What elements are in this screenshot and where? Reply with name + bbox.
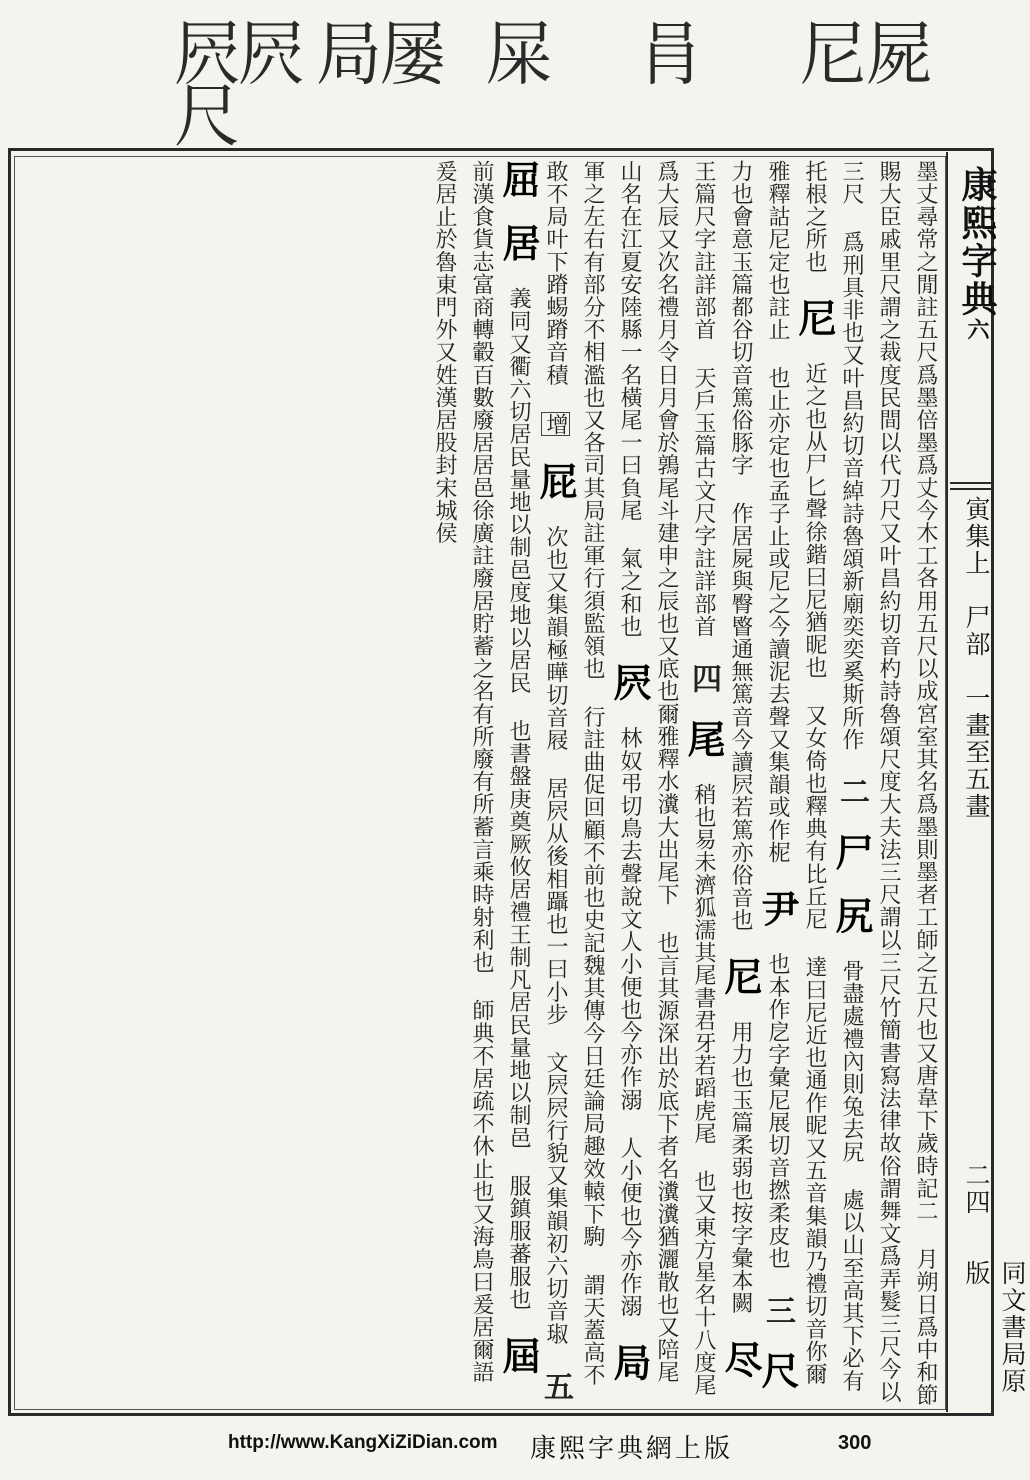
seal-character: 屄 <box>238 14 304 95</box>
entry-text: 服鎮服蕃服也 <box>506 1174 531 1311</box>
entry-text: 力也會意玉篇都谷切音篤俗豚字 <box>728 160 753 477</box>
faint-seal-impression <box>4 20 26 71</box>
headword: 局 <box>607 1343 652 1382</box>
edition-label: 康熙字典網上版 <box>530 1434 734 1464</box>
headword: 居 <box>496 223 541 262</box>
headword: 屁 <box>533 461 578 500</box>
headword: 尾 <box>681 719 726 758</box>
dictionary-title: 康熙字典六 <box>956 166 998 342</box>
entry-text: 天戶玉篇古文尺字註詳部首 <box>691 366 716 638</box>
divider <box>950 488 994 490</box>
entry-text: 也書盤庚奠厥攸居禮王制凡居民量地以制邑 <box>506 719 531 1150</box>
entry-text: 墨丈尋常之閒註五尺爲墨倍墨爲丈今木工各用五尺以成宮室其名爲墨則墨者工師之五尺也又唐韋下歲時記二 <box>913 160 938 1223</box>
section-label: 寅集上 尸部 一畫至五畫 <box>962 496 991 820</box>
entry-text: 也又東方星名十八度尾爲大辰又次名禮月令日月會於鶉尾斗建申之辰也又底也爾雅釋水瀵大出尾下 <box>654 160 716 1397</box>
entry-text: 師典不居疏不休止也又海鳥曰爰居爾語爰居止於魯東門外又姓漢居股封宋城侯 <box>432 160 494 1384</box>
entry-text: 爲刑具非也又叶昌約切音綽詩魯頌新廟奕奕奚斯所作 <box>839 230 864 751</box>
dictionary-body <box>16 160 944 1406</box>
entry-text: 居屄从後相躡也一曰小步 <box>543 777 568 1026</box>
entry-text: 前漢食貨志富商轉轂百數廢居居邑徐廣註廢居貯蓄之名有所廢有所蓄言乘時射利也 <box>469 160 494 974</box>
headword: 尽 <box>718 1340 763 1379</box>
entry-text: 行註曲促回顧不前也史記魏其傳今日廷論局趣效轅下駒 <box>580 705 605 1248</box>
entry-text: 人小便也今亦作溺 <box>617 1136 642 1318</box>
seal-script-band <box>0 0 1000 157</box>
entry-text: 又女倚也釋典有比丘尼 <box>802 704 827 931</box>
entry-text: 稍也易未濟狐濡其尾書君牙若蹈虎尾 <box>691 783 716 1145</box>
entry-text: 王篇尺字註詳部首 <box>691 160 716 341</box>
headword: 尼 <box>792 298 837 337</box>
page-number-footer: 300 <box>838 1432 872 1454</box>
headword: 尼 <box>718 957 763 996</box>
stroke-count-marker: 三 <box>760 1294 795 1326</box>
entry-text: 文屄屄行貌又集韻初六切音琡 <box>543 1051 568 1346</box>
entry-text: 氣之和也 <box>617 547 642 638</box>
seal-character: 屍 <box>866 14 932 95</box>
entry-text: 達曰尼近也通作昵又五音集韻乃禮切音你爾雅釋詁尼定也註止 <box>765 160 827 1386</box>
entry-text: 林奴弔切鳥去聲說文人小便也今亦作溺 <box>617 726 642 1112</box>
headword: 尻 <box>829 896 874 935</box>
entry-text: 軍之左右有部分不相濫也又各司其局註軍行須監領也 <box>580 160 605 680</box>
entry-text: 近之也从尸匕聲徐鍇曰尼猶昵也 <box>802 362 827 679</box>
entry-text: 也止亦定也孟子止或尼之今讀泥去聲又集韻或作柅 <box>765 366 790 864</box>
site-url: http://www.KangXiZiDian.com <box>228 1432 498 1453</box>
seal-character: 屄 <box>174 14 240 95</box>
seal-character: 尺 <box>174 76 240 157</box>
publisher-label: 同文書局原版 <box>962 1260 1027 1395</box>
volume-mark: 六 <box>964 318 990 342</box>
entry-text: 處以山至高其下必有托根之所也 <box>802 160 864 1393</box>
stroke-count-marker: 四 <box>686 663 721 694</box>
divider <box>950 482 994 484</box>
entry-text: 骨盡處禮內則兔去尻 <box>839 959 864 1164</box>
headword: 尸 <box>829 832 874 871</box>
seal-character: 屎 <box>486 14 552 95</box>
page-footer <box>0 1428 1000 1468</box>
seal-character: 屡 <box>380 14 446 95</box>
headword: 屆 <box>496 1335 541 1374</box>
entry-text: 也本作戹字彙尼展切音撚柔皮也 <box>765 952 790 1270</box>
seal-character: 局 <box>316 14 382 95</box>
entry-text: 次也又集韻極曄切音屐 <box>543 525 568 752</box>
stroke-count-marker: 二 <box>834 776 869 807</box>
headword: 屄 <box>607 663 652 702</box>
headword: 尺 <box>755 1351 800 1390</box>
page-number: 二四 <box>962 1162 991 1216</box>
title-column <box>946 152 1027 1412</box>
seal-character: 肙 <box>638 14 704 95</box>
entry-text: 用力也玉篇柔弱也按字彙本闕 <box>728 1020 753 1315</box>
entry-text: 也言其源深出於底下者名瀵瀵猶灑散也又陪尾山名在江夏安陸縣一名橫尾一曰負尾 <box>617 160 679 1384</box>
headword: 尹 <box>755 889 800 928</box>
seal-character: 尼 <box>800 14 866 95</box>
entry-text: 義同又衢六切居民量地以制邑度地以居民 <box>506 287 531 695</box>
stroke-count-marker: 五 <box>538 1370 573 1402</box>
entry-text: 謂天蓋高不敢不局叶下蹐蜴蹐音積 <box>543 160 605 1387</box>
entry-text: 月朔日爲中和節賜大臣戚里尺謂之裁度民間以代刀尺又叶昌約切音杓詩魯頌尺度大夫法三尺謂以三尺竹簡書寫法律故俗謂舞文爲弄髮三尺今以三尺 <box>839 160 938 1407</box>
headword: 屈 <box>496 160 541 198</box>
entry-text: 作居屍與臀睯通無篤音今讀屄若篤亦俗音也 <box>728 502 753 932</box>
supplement-marker: 增 <box>543 412 568 436</box>
